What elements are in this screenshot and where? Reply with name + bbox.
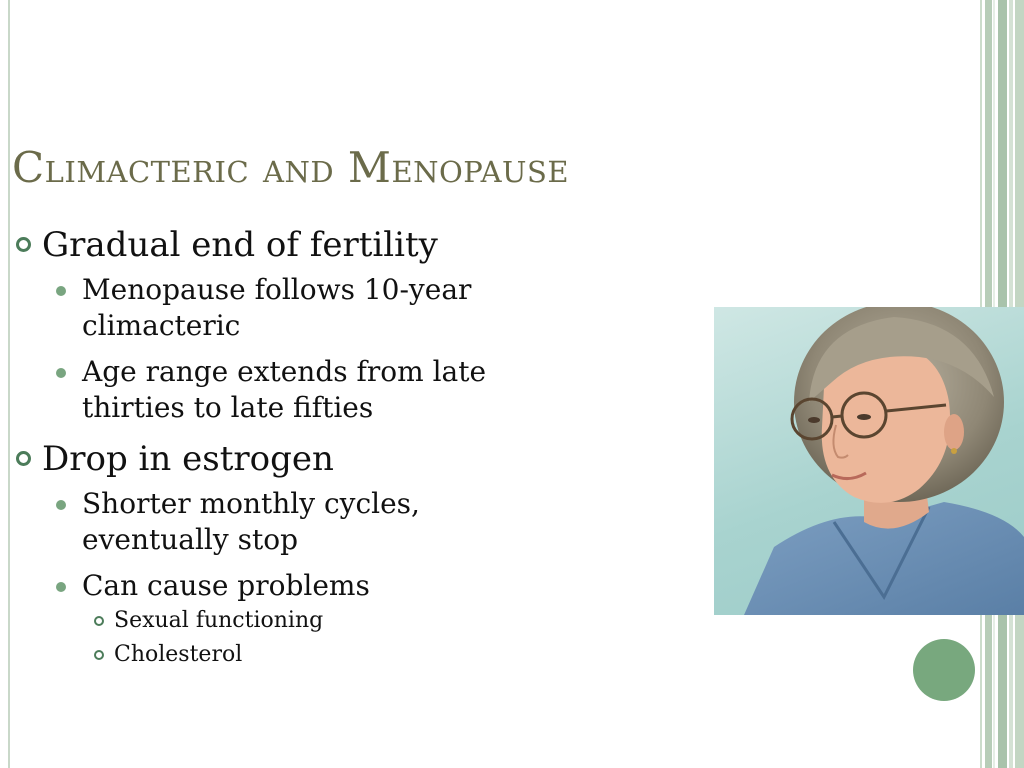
sub-bullet-item [14, 272, 574, 344]
sub-sub-bullet-item [14, 606, 574, 636]
sub-bullet-list [14, 272, 574, 426]
bullet-text: Gradual end of fertility [42, 225, 438, 265]
left-border-line [8, 0, 10, 768]
ring-bullet-icon [16, 237, 31, 252]
decorative-circle [913, 639, 975, 701]
sub-sub-bullet-text: Cholesterol [114, 642, 243, 667]
sub-sub-bullet-text: Sexual functioning [114, 608, 324, 633]
woman-portrait-photo [714, 307, 1024, 615]
slide-content [14, 222, 574, 674]
sub-bullet-item [14, 568, 574, 604]
dot-bullet-icon [56, 286, 66, 296]
sub-bullet-item [14, 354, 574, 426]
sub-bullet-text: Shorter monthly cycles, eventually stop [82, 487, 420, 556]
sub-sub-bullet-item [14, 640, 574, 670]
small-ring-bullet-icon [94, 650, 104, 660]
sub-bullet-item [14, 486, 574, 558]
dot-bullet-icon [56, 368, 66, 378]
dot-bullet-icon [56, 500, 66, 510]
dot-bullet-icon [56, 582, 66, 592]
sub-bullet-list [14, 486, 574, 670]
portrait-illustration [714, 307, 1024, 615]
slide-title: Climacteric and Menopause [12, 143, 570, 192]
ring-bullet-icon [16, 451, 31, 466]
small-ring-bullet-icon [94, 616, 104, 626]
bullet-list [14, 222, 574, 670]
sub-bullet-text: Can cause problems [82, 569, 370, 602]
sub-bullet-text: Menopause follows 10-year climacteric [82, 273, 472, 342]
sub-sub-bullet-list [14, 606, 574, 670]
bullet-text: Drop in estrogen [42, 439, 334, 479]
bullet-item [14, 436, 574, 482]
bullet-item [14, 222, 574, 268]
sub-bullet-text: Age range extends from late thirties to late fifties [82, 355, 487, 424]
